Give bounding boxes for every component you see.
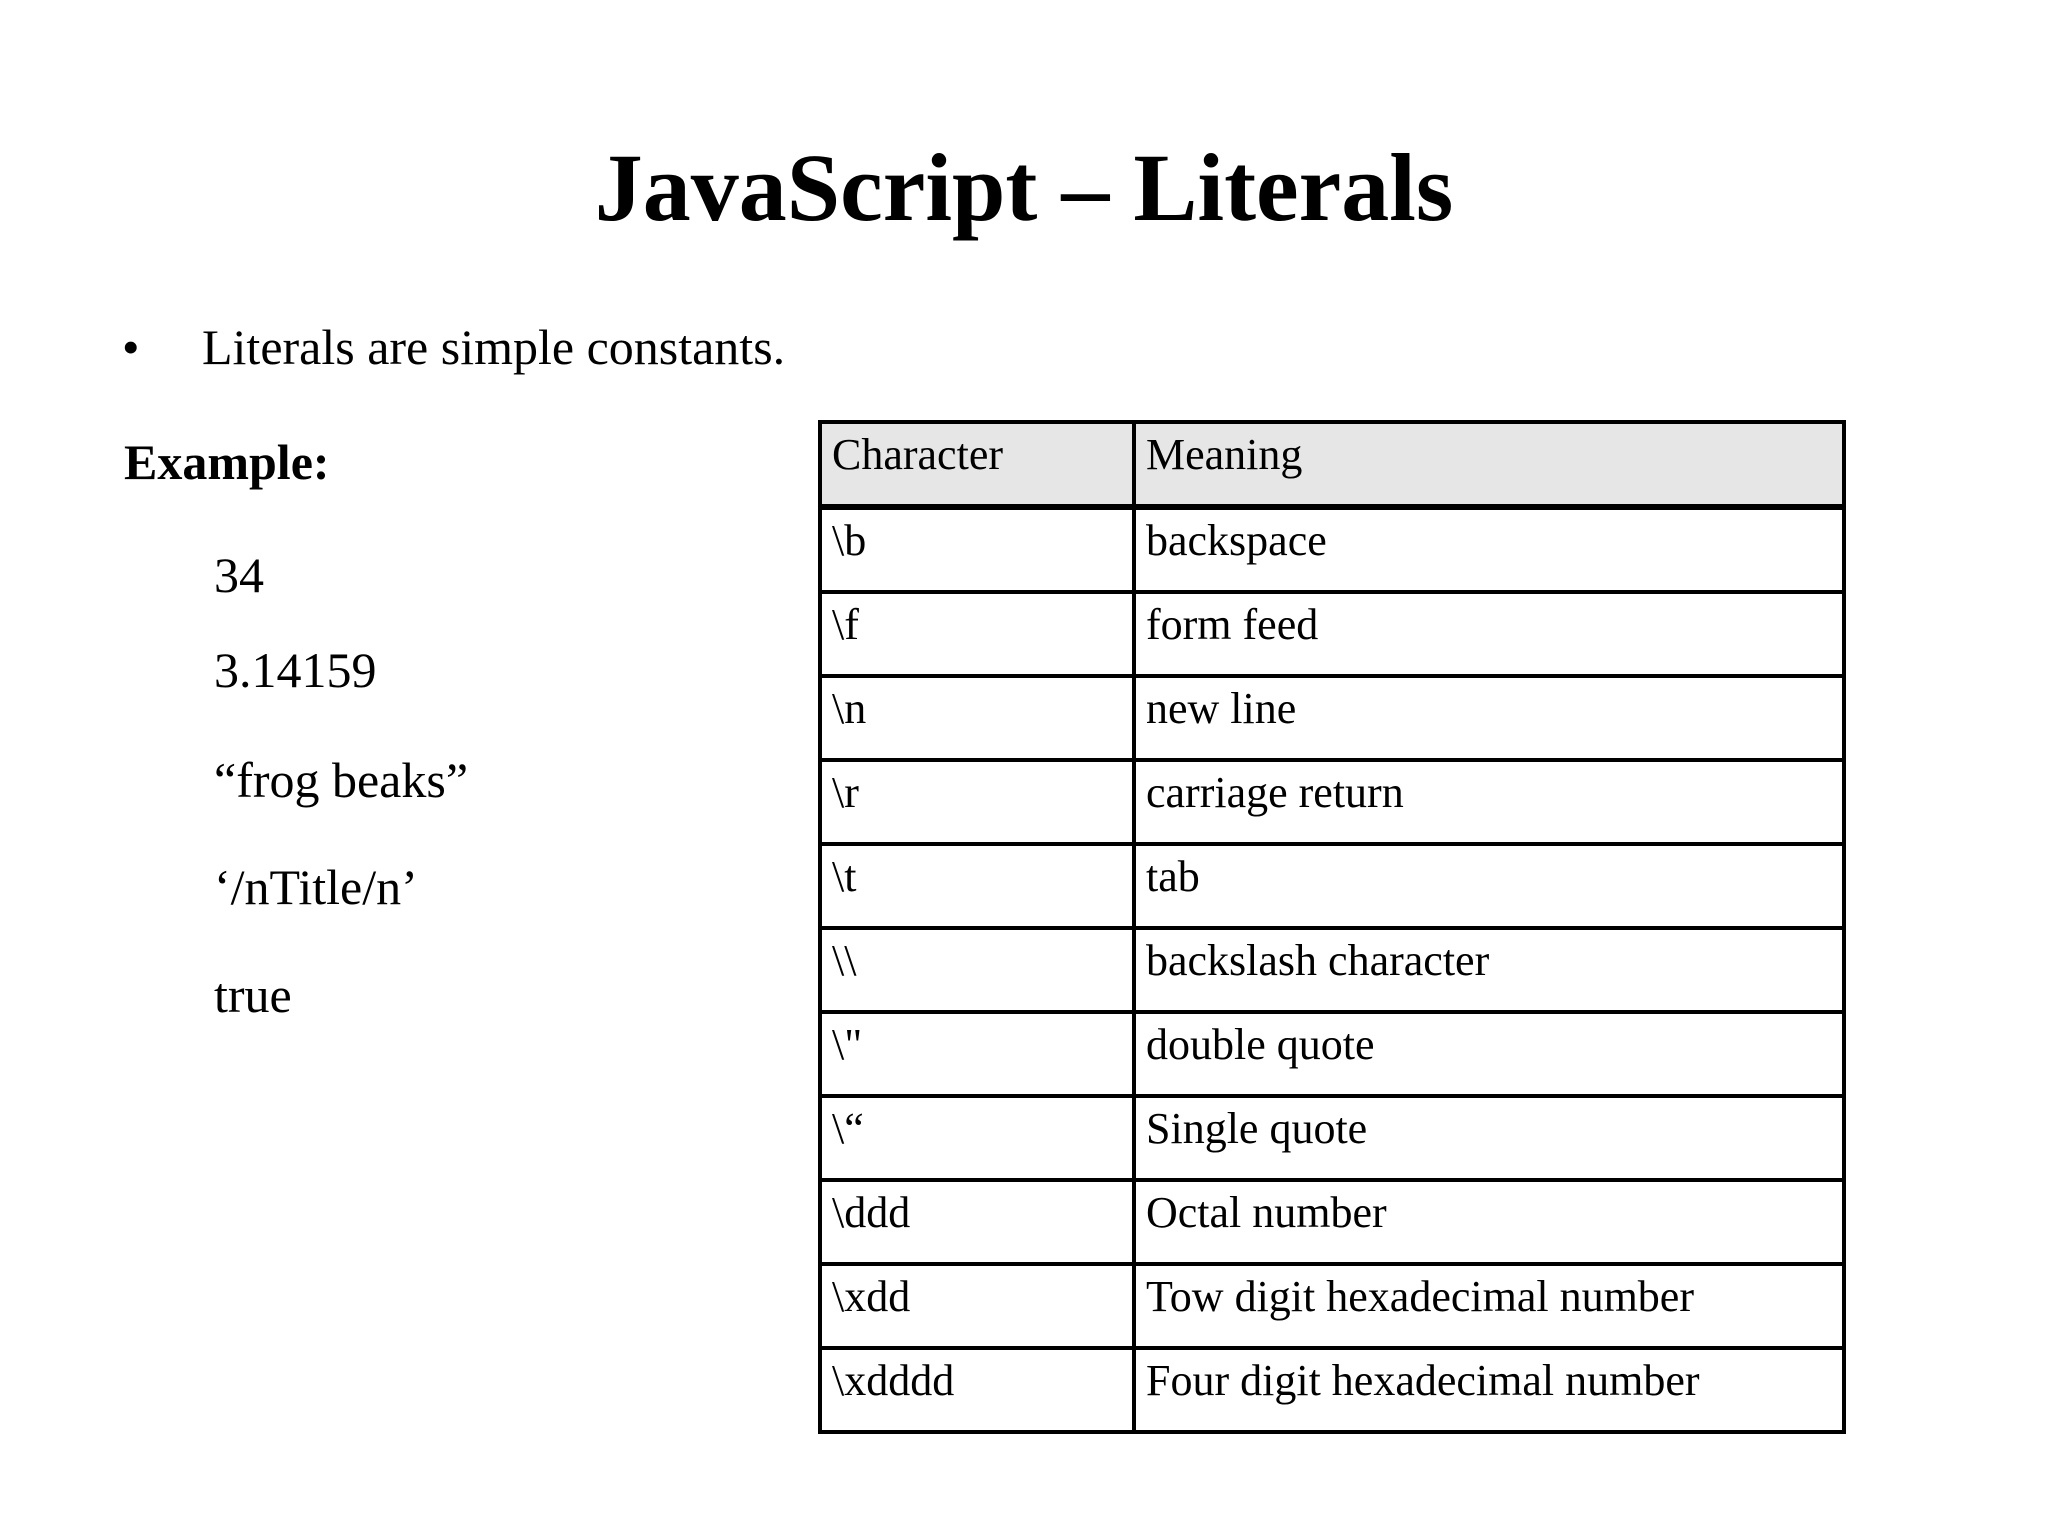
character-cell: \xdddd [820,1348,1134,1432]
table-row [820,844,1844,928]
meaning-cell: carriage return [1134,760,1844,844]
character-cell: \r [820,760,1134,844]
table-row [820,676,1844,760]
example-item: true [214,967,292,1023]
character-cell: \f [820,592,1134,676]
meaning-cell: form feed [1134,592,1844,676]
table-header-row [820,422,1844,507]
character-cell: \“ [820,1096,1134,1180]
table-row [820,592,1844,676]
character-cell: \" [820,1012,1134,1096]
column-header-character: Character [820,422,1134,507]
example-item: “frog beaks” [214,752,469,808]
character-cell: \b [820,507,1134,592]
escape-characters-table [818,420,1846,1434]
meaning-cell: new line [1134,676,1844,760]
table-row [820,1012,1844,1096]
bullet-text: Literals are simple constants. [202,319,786,375]
character-cell: \xdd [820,1264,1134,1348]
meaning-cell: backspace [1134,507,1844,592]
slide-title: JavaScript – Literals [594,134,1454,241]
meaning-cell: double quote [1134,1012,1844,1096]
example-item: 3.14159 [214,642,377,698]
meaning-cell: Octal number [1134,1180,1844,1264]
character-cell: \t [820,844,1134,928]
example-label: Example: [124,434,330,490]
character-cell: \n [820,676,1134,760]
meaning-cell: Four digit hexadecimal number [1134,1348,1844,1432]
meaning-cell: backslash character [1134,928,1844,1012]
meaning-cell: Tow digit hexadecimal number [1134,1264,1844,1348]
table-row [820,928,1844,1012]
table-row [820,1180,1844,1264]
example-item: 34 [214,547,264,603]
table-row [820,1096,1844,1180]
example-item: ‘/nTitle/n’ [214,859,418,915]
character-cell: \ddd [820,1180,1134,1264]
meaning-cell: tab [1134,844,1844,928]
column-header-meaning: Meaning [1134,422,1844,507]
table-row [820,1348,1844,1432]
character-cell: \\ [820,928,1134,1012]
table-row [820,507,1844,592]
bullet-marker: • [122,319,140,375]
table-row [820,1264,1844,1348]
bullet-point [122,319,786,375]
table-row [820,760,1844,844]
meaning-cell: Single quote [1134,1096,1844,1180]
